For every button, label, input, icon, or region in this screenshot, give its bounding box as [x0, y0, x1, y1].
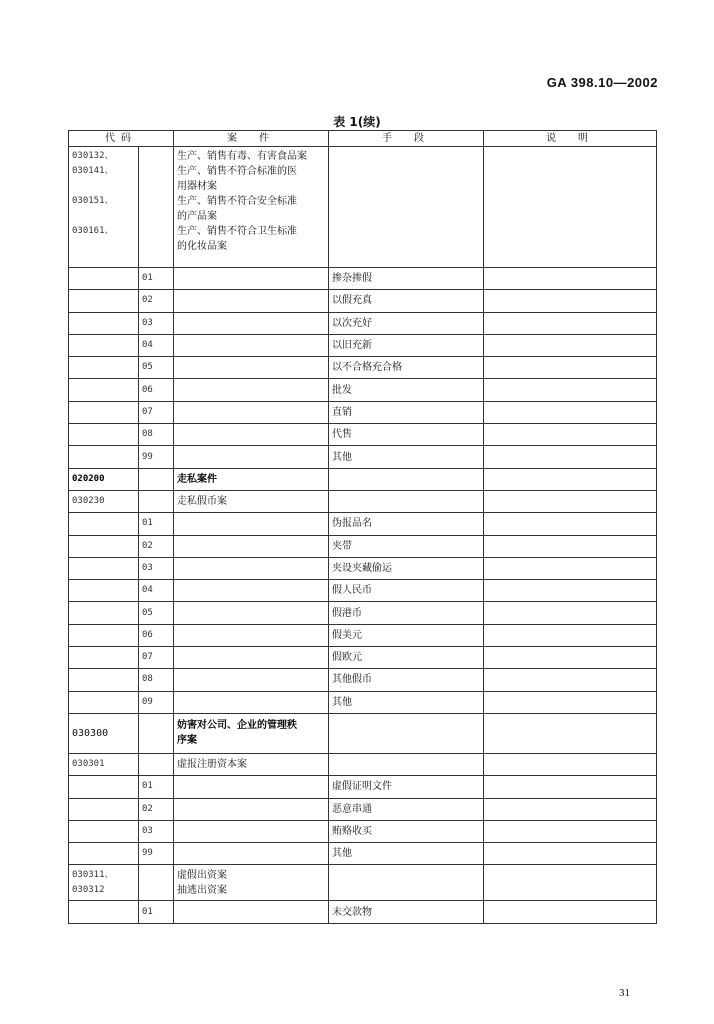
sub-code-cell: 07: [139, 401, 174, 423]
table-row: [69, 901, 657, 923]
sub-code-cell: 01: [139, 513, 174, 535]
table-row: [69, 535, 657, 557]
sub-code-cell: 04: [139, 334, 174, 356]
table-row: [69, 865, 657, 901]
code-table: [68, 130, 657, 924]
method-cell: 假港币: [329, 602, 484, 624]
sub-code-cell: 05: [139, 357, 174, 379]
table-row: [69, 379, 657, 401]
col-header-note: 说 明: [484, 131, 657, 147]
method-cell: 其他: [329, 843, 484, 865]
standard-number: GA 398.10—2002: [546, 75, 658, 90]
table-row: [69, 753, 657, 775]
case-cell: 生产、销售有毒、有害食品案 生产、销售不符合标准的医 用器材案 生产、销售不符合安全标准 的产品案 生产、销售不符合卫生标准 的化妆品案: [174, 147, 329, 268]
note-cell: [484, 147, 657, 268]
method-cell: 夹设夹藏偷运: [329, 557, 484, 579]
method-cell: 批发: [329, 379, 484, 401]
method-cell: 其他: [329, 691, 484, 713]
table-row: [69, 513, 657, 535]
table-row: [69, 424, 657, 446]
table-row: [69, 401, 657, 423]
table-row: [69, 312, 657, 334]
table-row: [69, 557, 657, 579]
table-row: [69, 647, 657, 669]
code-cell: 030230: [69, 490, 139, 512]
case-cell: 走私案件: [174, 468, 329, 490]
code-cell: 030301: [69, 753, 139, 775]
table-row: [69, 468, 657, 490]
method-cell: 其他: [329, 446, 484, 468]
sub-code-cell: [139, 147, 174, 268]
method-cell: 掺杂掺假: [329, 268, 484, 290]
method-cell: 其他假币: [329, 669, 484, 691]
method-cell: 以次充好: [329, 312, 484, 334]
method-cell: 恶意串通: [329, 798, 484, 820]
table-row: [69, 669, 657, 691]
sub-code-cell: 01: [139, 268, 174, 290]
method-cell: 直销: [329, 401, 484, 423]
method-cell: 以不合格充合格: [329, 357, 484, 379]
table-row: [69, 580, 657, 602]
case-cell: 走私假币案: [174, 490, 329, 512]
method-cell: 以假充真: [329, 290, 484, 312]
sub-code-cell: 99: [139, 446, 174, 468]
col-header-case: 案 件: [174, 131, 329, 147]
table-row: [69, 798, 657, 820]
sub-code-cell: 05: [139, 602, 174, 624]
sub-code-cell: 09: [139, 691, 174, 713]
table-row: [69, 820, 657, 842]
table-row: [69, 776, 657, 798]
method-cell: 伪报品名: [329, 513, 484, 535]
method-cell: 假欧元: [329, 647, 484, 669]
table-caption: 表 1(续): [333, 115, 381, 129]
table-row: [69, 268, 657, 290]
col-header-method: 手 段: [329, 131, 484, 147]
sub-code-cell: 01: [139, 901, 174, 923]
method-cell: 贿赂收买: [329, 820, 484, 842]
sub-code-cell: 02: [139, 535, 174, 557]
table-row: [69, 691, 657, 713]
method-cell: 代售: [329, 424, 484, 446]
method-cell: 以旧充新: [329, 334, 484, 356]
table-row: [69, 334, 657, 356]
code-cell: 030132、 030141、 030151、 030161、: [69, 147, 139, 268]
sub-code-cell: 01: [139, 776, 174, 798]
method-cell: 假美元: [329, 624, 484, 646]
table-row: [69, 713, 657, 753]
table-row: [69, 843, 657, 865]
table-row: [69, 290, 657, 312]
sub-code-cell: 03: [139, 557, 174, 579]
sub-code-cell: 03: [139, 312, 174, 334]
sub-code-cell: 08: [139, 669, 174, 691]
code-cell: 030311、 030312: [69, 865, 139, 901]
sub-code-cell: 06: [139, 379, 174, 401]
sub-code-cell: 02: [139, 290, 174, 312]
sub-code-cell: 07: [139, 647, 174, 669]
sub-code-cell: 03: [139, 820, 174, 842]
table-row: [69, 446, 657, 468]
method-cell: [329, 147, 484, 268]
method-cell: 虚假证明文件: [329, 776, 484, 798]
method-cell: 假人民币: [329, 580, 484, 602]
case-cell: 虚假出资案 抽逃出资案: [174, 865, 329, 901]
sub-code-cell: 02: [139, 798, 174, 820]
table-row: [69, 357, 657, 379]
table-row: [69, 490, 657, 512]
col-header-code: 代码: [69, 131, 174, 147]
table-row: [69, 602, 657, 624]
table-row: [69, 147, 657, 268]
code-cell: 020200: [69, 468, 139, 490]
sub-code-cell: 04: [139, 580, 174, 602]
page-number: 31: [619, 987, 630, 999]
method-cell: 未交款物: [329, 901, 484, 923]
method-cell: 夹带: [329, 535, 484, 557]
sub-code-cell: 06: [139, 624, 174, 646]
sub-code-cell: 08: [139, 424, 174, 446]
table-row: [69, 624, 657, 646]
sub-code-cell: 99: [139, 843, 174, 865]
code-cell: 030300: [69, 713, 139, 753]
case-cell: 妨害对公司、企业的管理秩 序案: [174, 713, 329, 753]
case-cell: 虚报注册资本案: [174, 753, 329, 775]
